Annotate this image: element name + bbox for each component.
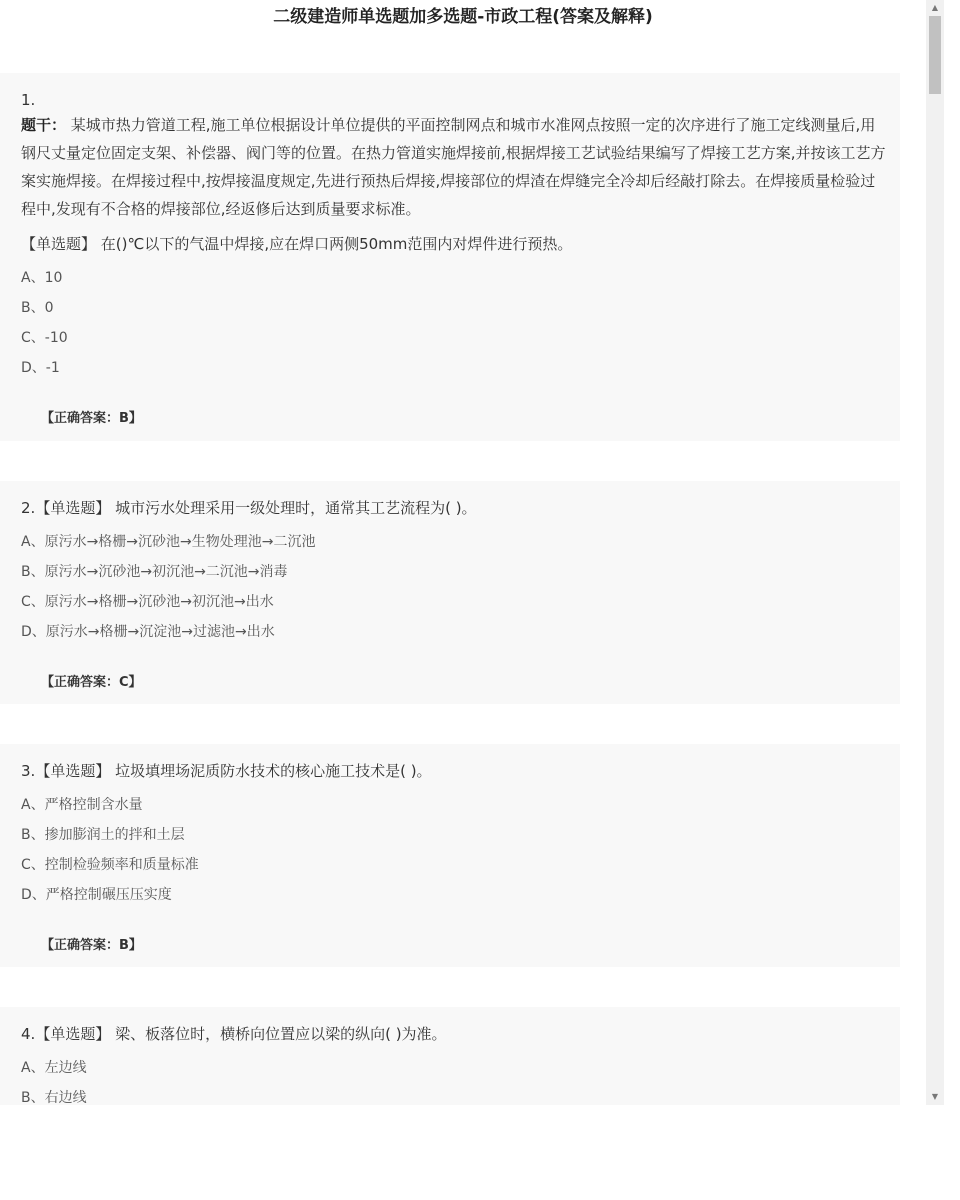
- question-body: 【单选题】 城市污水处理采用一级处理时，通常其工艺流程为( )。: [35, 499, 477, 517]
- option-d: D、-1: [21, 360, 60, 376]
- question-text: [21, 497, 888, 519]
- question-number: 1.: [21, 91, 36, 109]
- question-number: 2.: [21, 499, 36, 517]
- question-body: 【单选题】 梁、板落位时，横桥向位置应以梁的纵向( )为准。: [35, 1025, 447, 1043]
- option-c: C、-10: [21, 330, 68, 346]
- question-card-3: [0, 744, 900, 967]
- option-d: D、原污水→格栅→沉淀池→过滤池→出水: [21, 624, 275, 640]
- option-a: A、左边线: [21, 1060, 87, 1076]
- question-text: [21, 1023, 888, 1045]
- scroll-down-arrow-icon[interactable]: ▼: [931, 1092, 939, 1101]
- question-card-4: [0, 1007, 900, 1105]
- vertical-scrollbar[interactable]: [926, 0, 944, 1105]
- scroll-thumb[interactable]: [929, 16, 941, 94]
- stem-label: 题干：: [21, 116, 67, 134]
- question-text: [21, 760, 888, 782]
- question-stem: [21, 111, 888, 223]
- correct-answer: 【正确答案：B】: [41, 938, 142, 953]
- page-title: 二级建造师单选题加多选题-市政工程(答案及解释): [273, 7, 653, 27]
- question-card-2: [0, 481, 900, 704]
- correct-answer: 【正确答案：C】: [41, 675, 142, 690]
- question-card-1: [0, 73, 900, 441]
- option-c: C、原污水→格栅→沉砂池→初沉池→出水: [21, 594, 274, 610]
- scroll-up-arrow-icon[interactable]: ▲: [931, 3, 939, 12]
- option-a: A、原污水→格栅→沉砂池→生物处理池→二沉池: [21, 534, 316, 550]
- option-b: B、掺加膨润土的拌和土层: [21, 827, 185, 843]
- question-body: 【单选题】 垃圾填埋场泥质防水技术的核心施工技术是( )。: [35, 762, 432, 780]
- option-b: B、0: [21, 300, 54, 316]
- option-b: B、右边线: [21, 1090, 87, 1105]
- question-number: 4.: [21, 1025, 36, 1043]
- stem-text: 某城市热力管道工程,施工单位根据设计单位提供的平面控制网点和城市水准网点按照一定的次序进行了施工定线测量后,用钢尺丈量定位固定支架、补偿器、阀门等的位置。在热力管道实施焊接前,根据焊接工艺试验结果编写了焊接工艺方案,并按该工艺方案实施焊接。在焊接过程中,按焊接温度规定,先进行预热后焊接,焊接部位的焊渣在焊缝完全冷却后经敲打除去。在焊接质量检验过程中,发现有不合格的焊接部位,经返修后达到质量要求标准。: [21, 116, 886, 218]
- option-a: A、10: [21, 270, 63, 286]
- option-c: C、控制检验频率和质量标准: [21, 857, 199, 873]
- option-a: A、严格控制含水量: [21, 797, 143, 813]
- option-d: D、严格控制碾压压实度: [21, 887, 172, 903]
- correct-answer: 【正确答案：B】: [41, 411, 142, 426]
- question-number: 3.: [21, 762, 36, 780]
- question-text: 【单选题】 在()℃以下的气温中焊接,应在焊口两侧50mm范围内对焊件进行预热。: [21, 235, 573, 253]
- option-b: B、原污水→沉砂池→初沉池→二沉池→消毒: [21, 564, 288, 580]
